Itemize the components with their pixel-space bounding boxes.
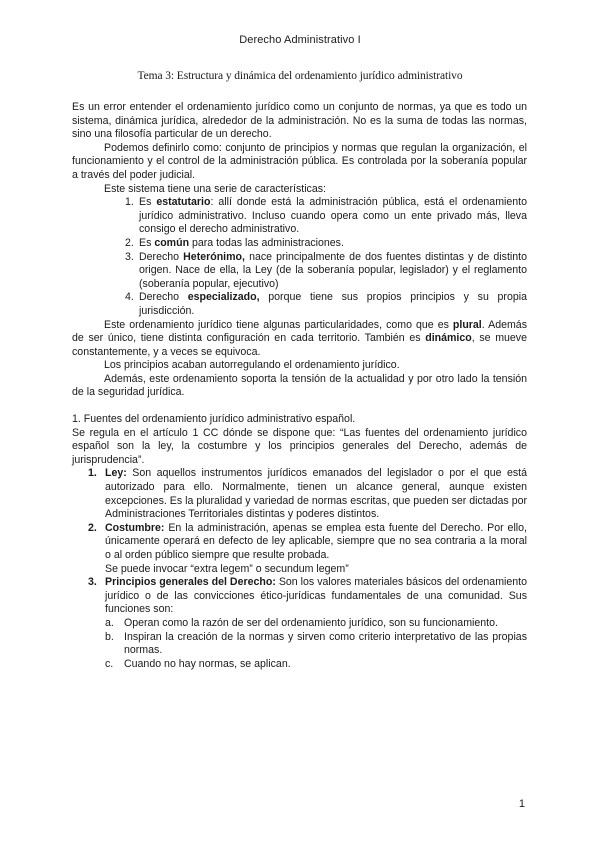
section-intro: Se regula en el artículo 1 CC dónde se dispone que: “Las fuentes del ordenamiento jurídico español son la ley, la costumbre y los principios generales del Derecho, además de jurisprudencia”. — [72, 426, 527, 466]
intro-paragraph-2: Podemos definirlo como: conjunto de principios y normas que regulan la organización, el funcionamiento y el control de la administración pública. Es controlada por la soberanía popular a través del poder judicial. — [72, 141, 527, 181]
sources-list — [72, 467, 527, 671]
bold-term: dinámico — [425, 332, 472, 345]
bold-term: Heterónimo, — [183, 250, 245, 263]
document-body — [72, 101, 527, 671]
paragraph-tension: Además, este ordenamiento soporta la tensión de la actualidad y por otro lado la tensión de la seguridad jurídica. — [72, 372, 527, 399]
list-item: 3. Principios generales del Derecho: Son los valores materiales básicos del ordenamiento jurídico o de las convicciones ético-jurídicas fundamentales de una comunidad. Sus funciones son: a. Operan como la razón de ser del ordenamiento jurídico, son su funcionamiento. b. Inspiran la creación de la normas y sirven como criterio interpretativo de las propias normas. c. Cuando no hay normas, se aplican. — [88, 576, 527, 670]
section-heading: 1. Fuentes del ordenamiento jurídico administrativo español. — [72, 413, 356, 426]
bold-term: plural — [452, 318, 482, 331]
bold-term: Ley: — [105, 467, 127, 480]
list-item: 1. Es estatutario: allí donde está la administración pública, está el ordenamiento jurídico administrativo. Incluso cuando opera como un ente privado más, lleva consigo el derecho administrativo. — [125, 196, 527, 236]
list-item: 2. Es común para todas las administraciones. — [125, 236, 344, 249]
list-item: b. Inspiran la creación de la normas y sirven como criterio interpretativo de las propias normas. — [105, 630, 527, 657]
list-marker: 1. — [88, 467, 97, 480]
list-marker: 3. — [125, 250, 134, 263]
list-marker: c. — [105, 657, 114, 670]
list-marker: b. — [105, 630, 114, 643]
list-marker: 4. — [125, 291, 134, 304]
list-item: 4. Derecho especializado, porque tiene sus propios principios y su propia jurisdicción. — [125, 291, 527, 317]
list-marker: 3. — [88, 576, 97, 589]
list-marker: 1. — [125, 196, 134, 209]
list-item: 1. Ley: Son aquellos instrumentos jurídicos emanados del legislador o por el que está autorizado para ello. Normalmente, tienen un alcance general, aunque existen excepciones. Es la pluralidad y variedad de normas escritas, que pueden ser dictadas por Administraciones Territoriales distintas y poderes distintos. — [88, 467, 527, 521]
list-item: a. Operan como la razón de ser del ordenamiento jurídico, son su funcionamiento. — [105, 616, 498, 629]
list-marker: a. — [105, 616, 114, 629]
bold-term: especializado, — [187, 291, 260, 304]
list-marker: 2. — [88, 521, 97, 534]
list-item: c. Cuando no hay normas, se aplican. — [105, 657, 291, 670]
page-title: Tema 3: Estructura y dinámica del ordenamiento jurídico administrativo — [137, 70, 463, 82]
paragraph-principles: Los principios acaban autorregulando el ordenamiento jurídico. — [104, 359, 400, 372]
list-item-note: Se puede invocar “extra legem” o secundum legem” — [105, 562, 349, 575]
list-item: 3. Derecho Heterónimo, nace principalmente de dos fuentes distintas y de distinto origen. Nace de ella, la Ley (de la soberanía popular, legislador) y el reglamento (soberanía popular, ejecutivo) — [125, 250, 527, 290]
bold-term: común — [154, 236, 190, 249]
bold-term: estatutario — [156, 196, 211, 209]
intro-paragraph-3: Este sistema tiene una serie de características: — [104, 182, 326, 195]
page-header: Derecho Administrativo I — [239, 34, 361, 46]
list-marker: 2. — [125, 236, 134, 249]
intro-paragraph-1: Es un error entender el ordenamiento jurídico como un conjunto de normas, ya que es todo un sistema, dinámica jurídica, alrededor de la administración. No es la suma de todas las normas, sino una filosofía particular de un derecho. — [72, 101, 527, 141]
paragraph-particularities: Este ordenamiento jurídico tiene algunas particularidades, como que es plural. Además de ser único, tiene distinta configuración en cada territorio. También es dinámico, se mueve constantemente, y a veces se equivoca. — [72, 318, 527, 358]
page-number: 1 — [518, 798, 525, 810]
list-item: 2. Costumbre: En la administración, apenas se emplea esta fuente del Derecho. Por ello, únicamente operará en defecto de ley aplicable, siempre que no sea contraria a la moral o al orden público siempre que resulte probada. Se puede invocar “extra legem” o secundum legem” — [88, 521, 527, 575]
functions-list — [105, 617, 527, 671]
bold-term: Costumbre: — [105, 521, 165, 534]
characteristics-list — [72, 196, 527, 318]
bold-term: Principios generales del Derecho: — [105, 576, 276, 589]
